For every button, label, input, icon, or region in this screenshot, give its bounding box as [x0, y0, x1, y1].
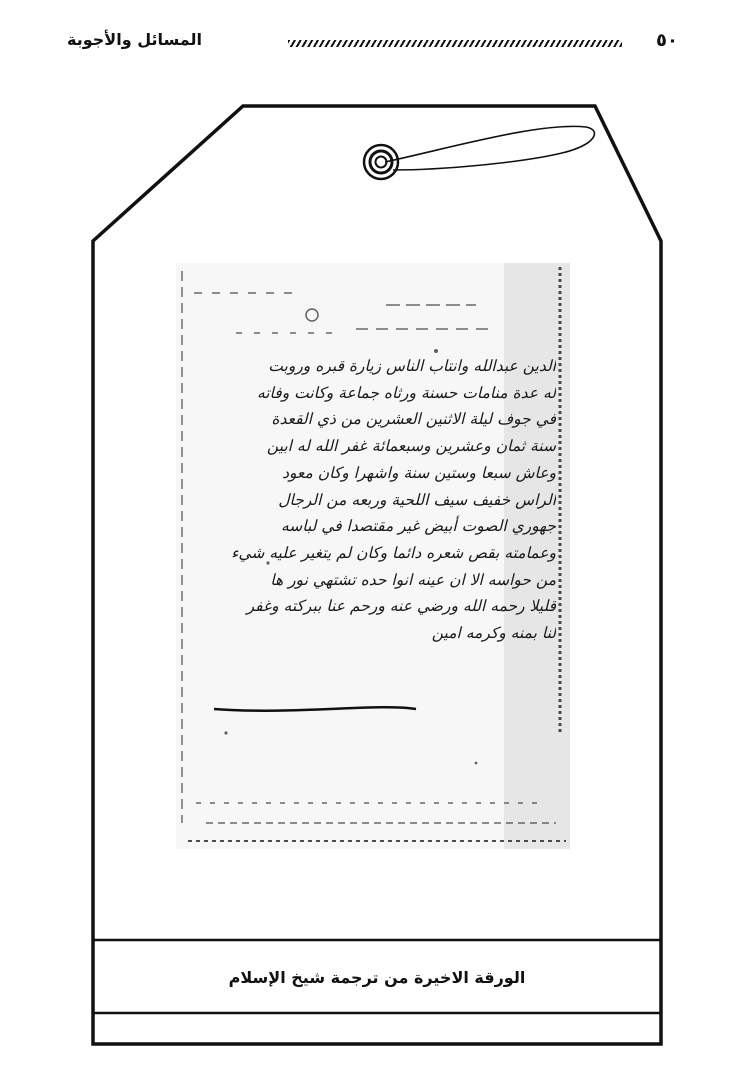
page-number: ٥٠ — [656, 30, 678, 51]
manuscript-line: وعاش سبعا وستين سنة واشهرا وكان معود — [282, 463, 556, 482]
manuscript-line: له عدة منامات حسنة ورثاه جماعة وكانت وفاته — [256, 383, 556, 402]
manuscript-image — [176, 263, 570, 849]
header-title: المسائل والأجوبة — [67, 30, 202, 49]
tag-hole-icon — [364, 145, 398, 179]
string-loop-icon — [385, 126, 594, 170]
manuscript-line: في جوف ليلة الاثنين العشرين من ذي القعدة — [271, 410, 556, 429]
manuscript-line: الدين عبدالله وانتاب الناس زيارة قبره وروبت — [268, 357, 556, 375]
manuscript-line: جهوري الصوت أبيض غير مقتصدا في لباسه — [280, 517, 556, 536]
manuscript-line: الراس خفيف سيف اللحية وربعه من الرجال — [278, 490, 556, 509]
manuscript-line: لنا بمنه وكرمه امين — [431, 624, 556, 643]
figure-caption: الورقة الاخيرة من ترجمة شيخ الإسلام — [228, 967, 526, 987]
manuscript-line: من حواسه الا ان عينه انوا حده تشتهي نور ها — [270, 570, 556, 589]
manuscript-line: قليلا رحمه الله ورضي عنه ورحم عنا ببركته وغفر — [246, 597, 556, 616]
manuscript-line: سنة ثمان وعشرين وسبعمائة غفر الله له ابين — [266, 437, 556, 456]
manuscript-line: وعمامته بقص شعره دائما وكان لم يتغير عليه شيء — [231, 543, 556, 562]
